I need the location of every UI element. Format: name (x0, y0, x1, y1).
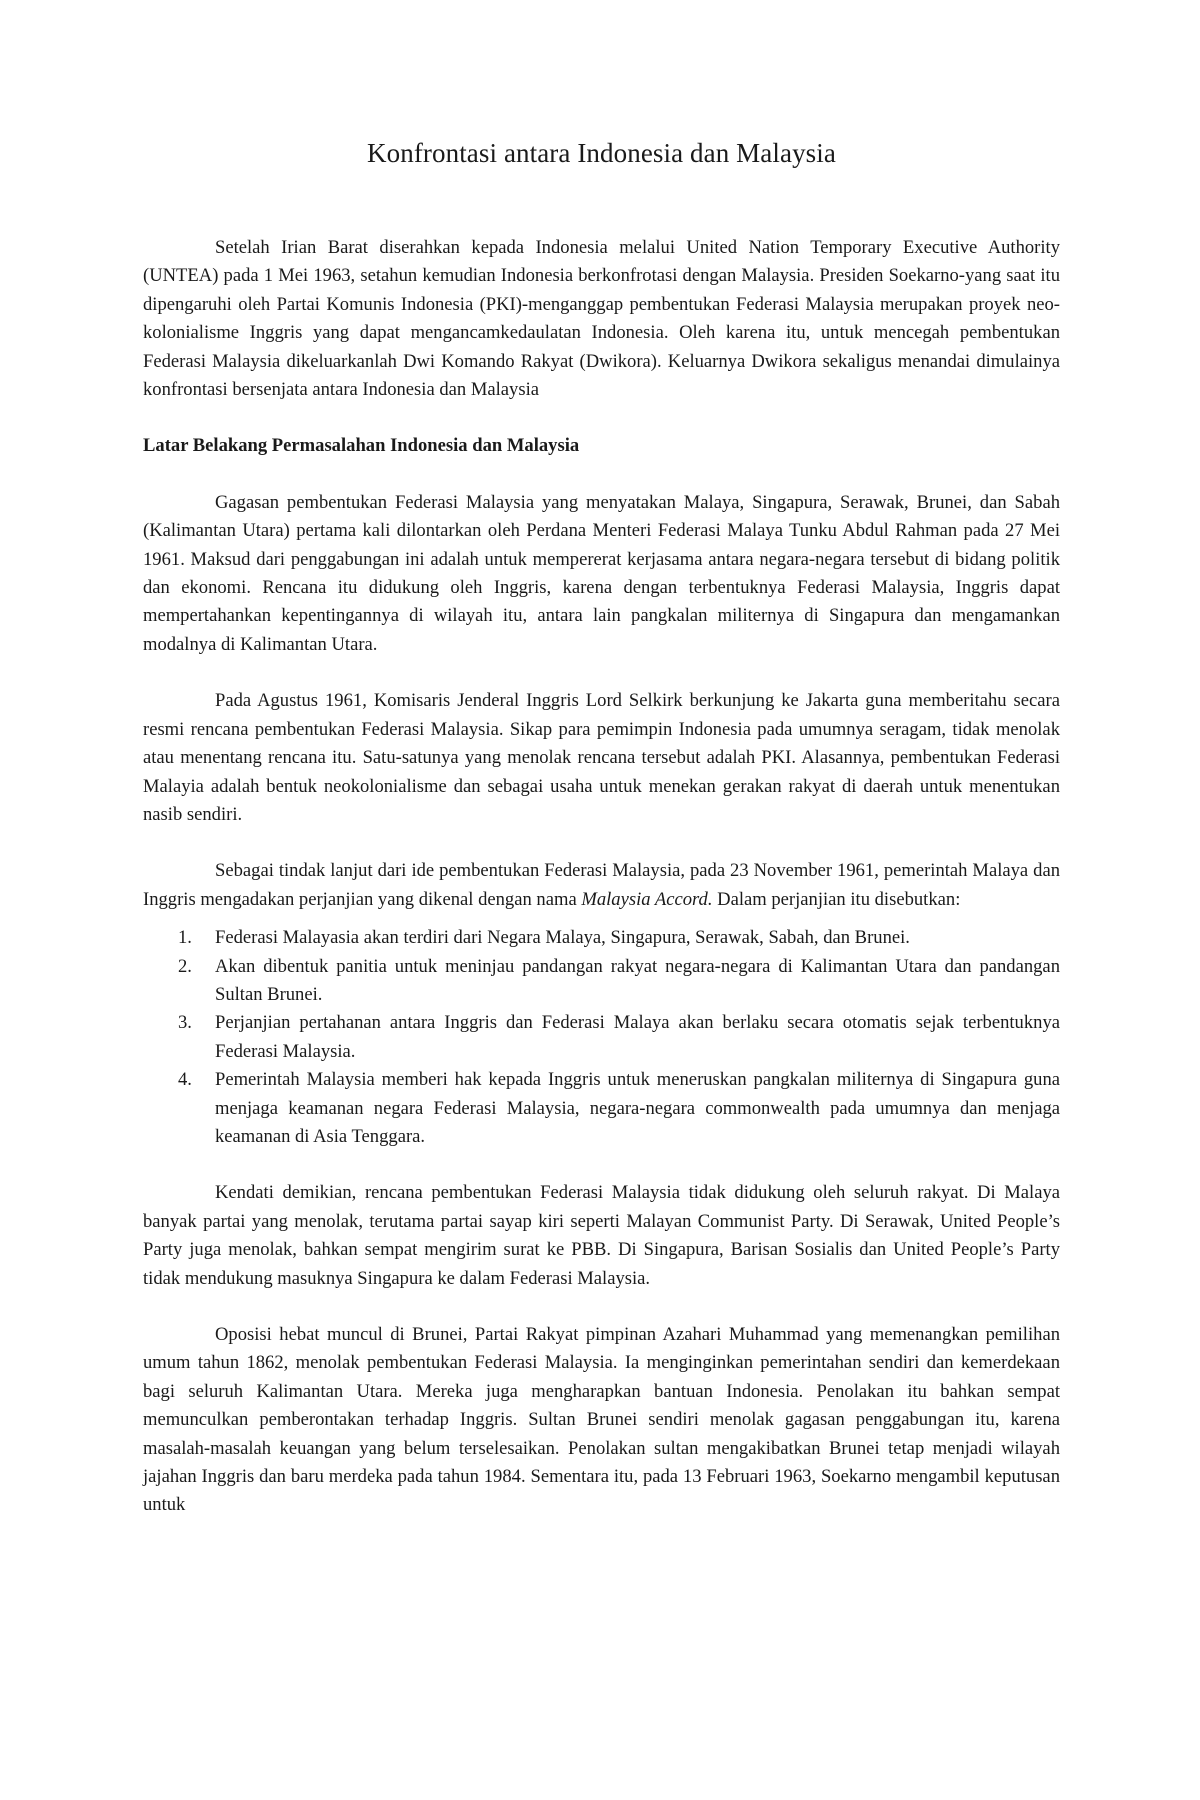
list-item-text: Akan dibentuk panitia untuk meninjau pandangan rakyat negara-negara di Kalimantan Utara dan pandangan Sultan Brunei. (215, 955, 1060, 1005)
list-item-number: 3. (178, 1012, 192, 1034)
paragraph-opposition: Kendati demikian, rencana pembentukan Federasi Malaysia tidak didukung oleh seluruh rakyat. Di Malaya banyak partai yang menolak, terutama partai sayap kiri seperti Malayan Communist Party. Di Serawak, United People’s Party juga menolak, bahkan sempat mengirim surat ke PBB. Di Singapura, Barisan Sosialis dan United People’s Party tidak mendukung masuknya Singapura ke dalam Federasi Malaysia. (143, 1182, 1060, 1289)
list-item (143, 1066, 1060, 1151)
document-title: Konfrontasi antara Indonesia dan Malaysia (367, 138, 836, 168)
list-item (143, 924, 1060, 952)
accord-terms-list (143, 924, 1060, 1151)
list-item (143, 1009, 1060, 1066)
accord-intro-tail: Dalam perjanjian itu disebutkan: (712, 888, 961, 910)
list-item-text: Perjanjian pertahanan antara Inggris dan Federasi Malaya akan berlaku secara otomatis sejak terbentuknya Federasi Malaysia. (215, 1012, 1060, 1062)
paragraph-brunei-opposition: Oposisi hebat muncul di Brunei, Partai Rakyat pimpinan Azahari Muhammad yang memenangkan pemilihan umum tahun 1862, menolak pembentukan Federasi Malaysia. Ia menginginkan pemerintahan sendiri dan kemerdekaan bagi seluruh Kalimantan Utara. Mereka juga mengharapkan bantuan Indonesia. Penolakan itu bahkan sempat memunculkan pemberontakan terhadap Inggris. Sultan Brunei sendiri menolak gagasan penggabungan itu, karena masalah-masalah keuangan yang belum terselesaikan. Penolakan sultan mengakibatkan Brunei tetap menjadi wilayah jajahan Inggris dan baru merdeka pada tahun 1984. Sementara itu, pada 13 Februari 1963, Soekarno mengambil keputusan untuk (143, 1324, 1060, 1516)
paragraph-malaysia-accord (143, 857, 1060, 914)
paragraph-background: Gagasan pembentukan Federasi Malaysia yang menyatakan Malaya, Singapura, Serawak, Brunei, dan Sabah (Kalimantan Utara) pertama kali dilontarkan oleh Perdana Menteri Federasi Malaya Tunku Abdul Rahman pada 27 Mei 1961. Maksud dari penggabungan ini adalah untuk mempererat kerjasama antara negara-negara tersebut di bidang politik dan ekonomi. Rencana itu didukung oleh Inggris, karena dengan terbentuknya Federasi Malaysia, Inggris dapat mempertahankan kepentingannya di wilayah itu, antara lain pangkalan militernya di Singapura dan mengamankan modalnya di Kalimantan Utara. (143, 491, 1060, 655)
accord-intro-text: Sebagai tindak lanjut dari ide pembentukan Federasi Malaysia, pada 23 November 1961, pemerintah Malaya dan Inggris mengadakan perjanjian yang dikenal dengan nama (143, 860, 1060, 910)
list-item-number: 1. (178, 927, 192, 949)
list-item-number: 4. (178, 1069, 192, 1091)
accord-name: Malaysia Accord. (581, 888, 713, 910)
list-item-text: Federasi Malayasia akan terdiri dari Negara Malaya, Singapura, Serawak, Sabah, dan Brunei. (215, 927, 910, 949)
paragraph-selkirk-visit: Pada Agustus 1961, Komisaris Jenderal Inggris Lord Selkirk berkunjung ke Jakarta guna memberitahu secara resmi rencana pembentukan Federasi Malaysia. Sikap para pemimpin Indonesia pada umumnya seragam, tidak menolak atau menentang rencana itu. Satu-satunya yang menolak rencana tersebut adalah PKI. Alasannya, pembentukan Federasi Malayia adalah bentuk neokolonialisme dan sebagai usaha untuk menekan gerakan rakyat di daerah untuk menentukan nasib sendiri. (143, 690, 1060, 825)
list-item (143, 953, 1060, 1010)
list-item-text: Pemerintah Malaysia memberi hak kepada Inggris untuk meneruskan pangkalan militernya di Singapura guna menjaga keamanan negara Federasi Malaysia, negara-negara commonwealth pada umumnya dan menjaga keamanan di Asia Tenggara. (215, 1069, 1060, 1147)
intro-paragraph: Setelah Irian Barat diserahkan kepada Indonesia melalui United Nation Temporary Executive Authority (UNTEA) pada 1 Mei 1963, setahun kemudian Indonesia berkonfrotasi dengan Malaysia. Presiden Soekarno-yang saat itu dipengaruhi oleh Partai Komunis Indonesia (PKI)-menganggap pembentukan Federasi Malaysia merupakan proyek neo-kolonialisme Inggris yang dapat mengancamkedaulatan Indonesia. Oleh karena itu, untuk mencegah pembentukan Federasi Malaysia dikeluarkanlah Dwi Komando Rakyat (Dwikora). Keluarnya Dwikora sekaligus menandai dimulainya konfrontasi bersenjata antara Indonesia dan Malaysia (143, 237, 1060, 401)
list-item-number: 2. (178, 955, 192, 977)
section-heading: Latar Belakang Permasalahan Indonesia dan Malaysia (143, 435, 580, 457)
